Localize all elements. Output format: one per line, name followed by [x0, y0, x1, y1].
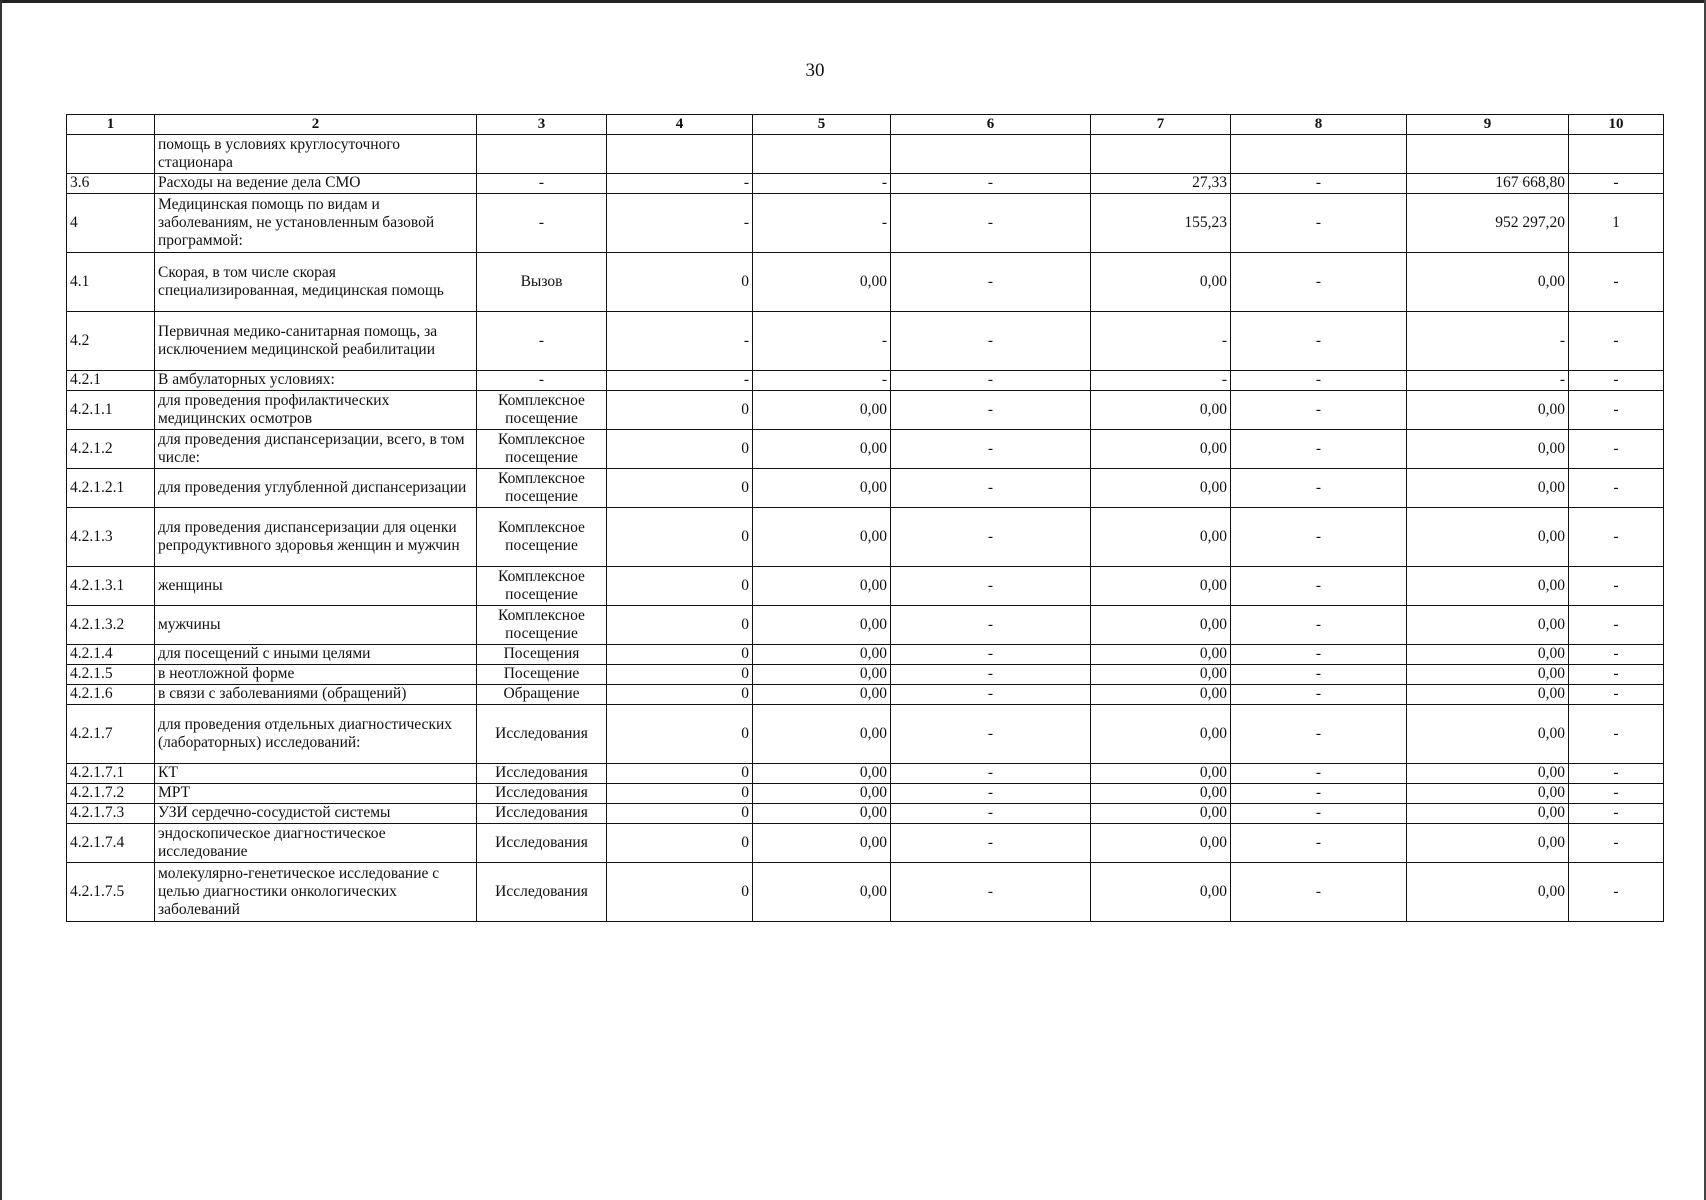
row-col-5: 0,00	[753, 391, 891, 430]
row-unit: Посещения	[477, 645, 607, 665]
row-col-9: 0,00	[1407, 567, 1569, 606]
row-unit: Исследования	[477, 824, 607, 863]
row-col-8: -	[1231, 567, 1407, 606]
row-col-8: -	[1231, 194, 1407, 253]
row-col-5: -	[753, 194, 891, 253]
row-unit: Обращение	[477, 685, 607, 705]
row-col-4	[607, 135, 753, 174]
row-description: в неотложной форме	[155, 665, 477, 685]
column-header-1: 1	[67, 115, 155, 135]
row-col-10: -	[1569, 371, 1664, 391]
column-header-5: 5	[753, 115, 891, 135]
row-col-7: 0,00	[1091, 606, 1231, 645]
row-col-8: -	[1231, 824, 1407, 863]
row-col-7: 0,00	[1091, 804, 1231, 824]
row-col-6: -	[891, 391, 1091, 430]
row-col-6: -	[891, 705, 1091, 764]
table-row	[67, 685, 1664, 705]
row-col-10: -	[1569, 606, 1664, 645]
row-description: УЗИ сердечно-сосудистой системы	[155, 804, 477, 824]
row-unit: Комплексное посещение	[477, 391, 607, 430]
table-row	[67, 174, 1664, 194]
row-col-8: -	[1231, 863, 1407, 922]
row-col-9: 0,00	[1407, 804, 1569, 824]
row-unit: Комплексное посещение	[477, 469, 607, 508]
row-col-10: -	[1569, 312, 1664, 371]
row-col-4: 0	[607, 606, 753, 645]
row-code: 4.2.1.1	[67, 391, 155, 430]
row-col-7: 0,00	[1091, 391, 1231, 430]
row-code: 4.2.1.6	[67, 685, 155, 705]
row-col-5: 0,00	[753, 508, 891, 567]
row-unit: Комплексное посещение	[477, 606, 607, 645]
row-col-10: -	[1569, 764, 1664, 784]
row-col-8: -	[1231, 312, 1407, 371]
row-col-5: 0,00	[753, 804, 891, 824]
row-col-10: -	[1569, 253, 1664, 312]
row-col-4: 0	[607, 685, 753, 705]
row-col-8: -	[1231, 804, 1407, 824]
row-description: мужчины	[155, 606, 477, 645]
scan-edge-left	[0, 0, 2, 1200]
row-col-8: -	[1231, 784, 1407, 804]
row-col-4: 0	[607, 863, 753, 922]
row-col-9: 0,00	[1407, 469, 1569, 508]
row-code: 4.2.1.5	[67, 665, 155, 685]
row-description: помощь в условиях круглосуточного стационара	[155, 135, 477, 174]
row-col-5: 0,00	[753, 606, 891, 645]
column-header-4: 4	[607, 115, 753, 135]
row-code: 4	[67, 194, 155, 253]
row-code: 4.2.1.3.1	[67, 567, 155, 606]
row-col-9: 0,00	[1407, 824, 1569, 863]
row-col-8	[1231, 135, 1407, 174]
row-col-7: 0,00	[1091, 645, 1231, 665]
row-col-7: 0,00	[1091, 863, 1231, 922]
row-col-8: -	[1231, 430, 1407, 469]
row-col-10: 1	[1569, 194, 1664, 253]
row-code: 4.2.1.7	[67, 705, 155, 764]
row-col-7: 0,00	[1091, 567, 1231, 606]
row-unit: Комплексное посещение	[477, 508, 607, 567]
row-col-5: 0,00	[753, 567, 891, 606]
row-col-9: 952 297,20	[1407, 194, 1569, 253]
row-col-10: -	[1569, 824, 1664, 863]
row-col-5: -	[753, 312, 891, 371]
row-col-6: -	[891, 253, 1091, 312]
table-body	[67, 135, 1664, 922]
column-header-3: 3	[477, 115, 607, 135]
row-unit: -	[477, 174, 607, 194]
row-description: для проведения диспансеризации для оценки репродуктивного здоровья женщин и мужчин	[155, 508, 477, 567]
row-col-4: -	[607, 194, 753, 253]
row-col-5: 0,00	[753, 685, 891, 705]
row-col-4: -	[607, 371, 753, 391]
row-code	[67, 135, 155, 174]
row-col-10: -	[1569, 804, 1664, 824]
row-col-8: -	[1231, 645, 1407, 665]
row-col-7: 0,00	[1091, 430, 1231, 469]
row-col-5: -	[753, 174, 891, 194]
row-col-6: -	[891, 645, 1091, 665]
table-row	[67, 508, 1664, 567]
row-code: 3.6	[67, 174, 155, 194]
row-col-9: 0,00	[1407, 685, 1569, 705]
row-col-8: -	[1231, 606, 1407, 645]
row-unit: Исследования	[477, 863, 607, 922]
row-col-4: 0	[607, 804, 753, 824]
row-col-10	[1569, 135, 1664, 174]
table-row	[67, 567, 1664, 606]
row-col-4: 0	[607, 430, 753, 469]
row-code: 4.2.1.3.2	[67, 606, 155, 645]
row-col-7: 0,00	[1091, 469, 1231, 508]
row-col-4: 0	[607, 469, 753, 508]
row-col-7: 0,00	[1091, 824, 1231, 863]
row-col-8: -	[1231, 469, 1407, 508]
row-unit: Комплексное посещение	[477, 567, 607, 606]
row-col-9: 0,00	[1407, 705, 1569, 764]
row-col-5: 0,00	[753, 253, 891, 312]
row-unit	[477, 135, 607, 174]
row-col-9: 0,00	[1407, 764, 1569, 784]
row-unit: -	[477, 312, 607, 371]
row-col-8: -	[1231, 764, 1407, 784]
row-code: 4.2.1.3	[67, 508, 155, 567]
row-description: Первичная медико-санитарная помощь, за исключением медицинской реабилитации	[155, 312, 477, 371]
table-row	[67, 784, 1664, 804]
table-row	[67, 804, 1664, 824]
row-col-10: -	[1569, 784, 1664, 804]
row-col-7	[1091, 135, 1231, 174]
row-description: В амбулаторных условиях:	[155, 371, 477, 391]
row-col-5: 0,00	[753, 764, 891, 784]
row-col-6: -	[891, 685, 1091, 705]
row-unit: -	[477, 194, 607, 253]
row-col-4: -	[607, 174, 753, 194]
row-col-10: -	[1569, 685, 1664, 705]
row-col-6: -	[891, 174, 1091, 194]
row-col-7: 0,00	[1091, 764, 1231, 784]
row-col-10: -	[1569, 508, 1664, 567]
row-col-9: 0,00	[1407, 863, 1569, 922]
row-description: молекулярно-генетическое исследование с целью диагностики онкологических заболеваний	[155, 863, 477, 922]
row-col-5: 0,00	[753, 705, 891, 764]
row-col-10: -	[1569, 174, 1664, 194]
row-col-6: -	[891, 508, 1091, 567]
row-code: 4.2.1.7.5	[67, 863, 155, 922]
row-unit: Посещение	[477, 665, 607, 685]
row-col-6: -	[891, 430, 1091, 469]
table-row	[67, 253, 1664, 312]
table-row	[67, 371, 1664, 391]
row-col-10: -	[1569, 705, 1664, 764]
row-col-6: -	[891, 665, 1091, 685]
row-code: 4.2	[67, 312, 155, 371]
row-col-7: 0,00	[1091, 665, 1231, 685]
table-row	[67, 764, 1664, 784]
row-col-5: 0,00	[753, 863, 891, 922]
row-col-7: 155,23	[1091, 194, 1231, 253]
row-col-9: 0,00	[1407, 391, 1569, 430]
row-col-8: -	[1231, 253, 1407, 312]
row-col-5	[753, 135, 891, 174]
column-header-6: 6	[891, 115, 1091, 135]
row-code: 4.2.1	[67, 371, 155, 391]
table-row	[67, 391, 1664, 430]
scan-edge-top	[0, 0, 1706, 3]
row-code: 4.1	[67, 253, 155, 312]
row-col-6: -	[891, 764, 1091, 784]
row-col-9: 0,00	[1407, 430, 1569, 469]
tariff-table	[66, 114, 1664, 922]
row-description: женщины	[155, 567, 477, 606]
row-col-5: 0,00	[753, 665, 891, 685]
table-row	[67, 430, 1664, 469]
row-description: Скорая, в том числе скорая специализированная, медицинская помощь	[155, 253, 477, 312]
table-row	[67, 705, 1664, 764]
row-col-7: 0,00	[1091, 685, 1231, 705]
table-header-row	[67, 115, 1664, 135]
row-col-8: -	[1231, 391, 1407, 430]
row-col-10: -	[1569, 430, 1664, 469]
row-col-4: 0	[607, 665, 753, 685]
row-unit: Исследования	[477, 804, 607, 824]
row-col-9: -	[1407, 371, 1569, 391]
row-col-7: 0,00	[1091, 508, 1231, 567]
row-col-5: -	[753, 371, 891, 391]
row-code: 4.2.1.4	[67, 645, 155, 665]
row-code: 4.2.1.7.4	[67, 824, 155, 863]
row-col-6: -	[891, 863, 1091, 922]
row-col-4: 0	[607, 567, 753, 606]
row-code: 4.2.1.2	[67, 430, 155, 469]
table-row	[67, 665, 1664, 685]
row-col-4: 0	[607, 645, 753, 665]
row-code: 4.2.1.7.2	[67, 784, 155, 804]
row-col-8: -	[1231, 705, 1407, 764]
row-col-6: -	[891, 606, 1091, 645]
row-code: 4.2.1.7.1	[67, 764, 155, 784]
row-col-10: -	[1569, 665, 1664, 685]
row-col-10: -	[1569, 645, 1664, 665]
row-col-7: 0,00	[1091, 253, 1231, 312]
row-unit: Вызов	[477, 253, 607, 312]
row-col-7: -	[1091, 371, 1231, 391]
row-col-5: 0,00	[753, 824, 891, 863]
row-col-7: 0,00	[1091, 784, 1231, 804]
column-header-9: 9	[1407, 115, 1569, 135]
row-col-10: -	[1569, 391, 1664, 430]
row-col-8: -	[1231, 685, 1407, 705]
table-row	[67, 469, 1664, 508]
column-header-10: 10	[1569, 115, 1664, 135]
table-row	[67, 312, 1664, 371]
row-description: для проведения профилактических медицинских осмотров	[155, 391, 477, 430]
row-col-6: -	[891, 804, 1091, 824]
row-col-4: 0	[607, 764, 753, 784]
row-description: для проведения диспансеризации, всего, в том числе:	[155, 430, 477, 469]
row-col-4: 0	[607, 508, 753, 567]
row-description: эндоскопическое диагностическое исследование	[155, 824, 477, 863]
table-row	[67, 645, 1664, 665]
column-header-7: 7	[1091, 115, 1231, 135]
row-description: для проведения отдельных диагностических (лабораторных) исследований:	[155, 705, 477, 764]
row-col-10: -	[1569, 567, 1664, 606]
row-unit: Комплексное посещение	[477, 430, 607, 469]
row-col-10: -	[1569, 863, 1664, 922]
row-col-6: -	[891, 371, 1091, 391]
row-unit: -	[477, 371, 607, 391]
table-row	[67, 824, 1664, 863]
row-col-4: 0	[607, 824, 753, 863]
row-col-8: -	[1231, 174, 1407, 194]
row-col-5: 0,00	[753, 784, 891, 804]
row-col-8: -	[1231, 665, 1407, 685]
row-unit: Исследования	[477, 784, 607, 804]
row-col-10: -	[1569, 469, 1664, 508]
column-header-8: 8	[1231, 115, 1407, 135]
row-col-7: 27,33	[1091, 174, 1231, 194]
row-col-9: 0,00	[1407, 253, 1569, 312]
row-description: для проведения углубленной диспансеризации	[155, 469, 477, 508]
row-col-5: 0,00	[753, 645, 891, 665]
row-col-7: -	[1091, 312, 1231, 371]
row-col-6: -	[891, 194, 1091, 253]
table-row	[67, 135, 1664, 174]
row-col-6: -	[891, 824, 1091, 863]
row-col-6: -	[891, 567, 1091, 606]
row-col-9: 0,00	[1407, 784, 1569, 804]
row-col-9	[1407, 135, 1569, 174]
row-col-9: 0,00	[1407, 645, 1569, 665]
row-col-7: 0,00	[1091, 705, 1231, 764]
row-description: КТ	[155, 764, 477, 784]
table-row	[67, 606, 1664, 645]
row-col-9: 0,00	[1407, 665, 1569, 685]
row-description: Медицинская помощь по видам и заболеваниям, не установленным базовой программой:	[155, 194, 477, 253]
row-col-6: -	[891, 784, 1091, 804]
table-row	[67, 194, 1664, 253]
row-col-9: 167 668,80	[1407, 174, 1569, 194]
row-description: для посещений с иными целями	[155, 645, 477, 665]
row-col-9: 0,00	[1407, 508, 1569, 567]
row-col-6: -	[891, 312, 1091, 371]
row-col-4: 0	[607, 705, 753, 764]
row-col-4: 0	[607, 391, 753, 430]
row-col-8: -	[1231, 371, 1407, 391]
row-col-4: -	[607, 312, 753, 371]
row-col-5: 0,00	[753, 430, 891, 469]
row-col-5: 0,00	[753, 469, 891, 508]
row-col-8: -	[1231, 508, 1407, 567]
row-col-9: 0,00	[1407, 606, 1569, 645]
row-col-6	[891, 135, 1091, 174]
table-row	[67, 863, 1664, 922]
row-code: 4.2.1.2.1	[67, 469, 155, 508]
row-col-9: -	[1407, 312, 1569, 371]
row-unit: Исследования	[477, 705, 607, 764]
page-number: 30	[805, 60, 825, 81]
row-code: 4.2.1.7.3	[67, 804, 155, 824]
row-description: Расходы на ведение дела СМО	[155, 174, 477, 194]
row-col-4: 0	[607, 253, 753, 312]
row-description: в связи с заболеваниями (обращений)	[155, 685, 477, 705]
row-col-6: -	[891, 469, 1091, 508]
row-description: МРТ	[155, 784, 477, 804]
column-header-2: 2	[155, 115, 477, 135]
row-col-4: 0	[607, 784, 753, 804]
row-unit: Исследования	[477, 764, 607, 784]
